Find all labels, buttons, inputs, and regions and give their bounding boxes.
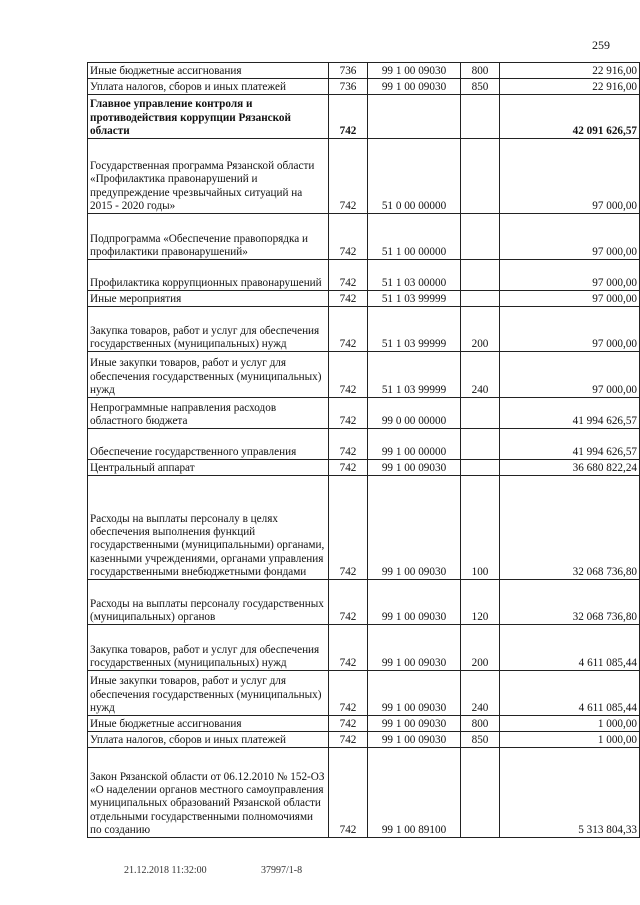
row-amount: 41 994 626,57 (500, 429, 640, 460)
row-ministry-code: 742 (329, 214, 368, 260)
row-name: Расходы на выплаты персоналу в целях обеспечения выполнения функций государственными (муниципальными) органами, казенными учреждениями, органами управления государственными внебюджетными фондами (88, 476, 329, 580)
row-expense-type (461, 460, 500, 476)
row-name: Закупка товаров, работ и услуг для обеспечения государственных (муниципальных) нужд (88, 625, 329, 671)
table-row (88, 398, 640, 429)
row-ministry-code: 742 (329, 307, 368, 352)
row-expense-type (461, 260, 500, 291)
row-expense-type: 200 (461, 307, 500, 352)
row-amount: 22 916,00 (500, 79, 640, 95)
row-target-article: 99 1 00 89100 (368, 748, 461, 838)
footer-doc-id: 37997/1-8 (261, 865, 303, 876)
row-target-article: 99 0 00 00000 (368, 398, 461, 429)
row-amount: 97 000,00 (500, 352, 640, 398)
row-name: Обеспечение государственного управления (88, 429, 329, 460)
row-target-article: 99 1 00 09030 (368, 63, 461, 79)
row-target-article: 51 1 03 99999 (368, 307, 461, 352)
row-amount: 4 611 085,44 (500, 671, 640, 716)
row-amount: 32 068 736,80 (500, 476, 640, 580)
table-row (88, 625, 640, 671)
row-expense-type (461, 748, 500, 838)
row-target-article: 99 1 00 09030 (368, 580, 461, 625)
row-expense-type (461, 95, 500, 139)
row-name: Профилактика коррупционных правонарушений (88, 260, 329, 291)
row-expense-type (461, 429, 500, 460)
row-name: Государственная программа Рязанской области «Профилактика правонарушений и предупреждение чрезвычайных ситуаций на 2015 - 2020 годы» (88, 139, 329, 214)
row-target-article: 51 0 00 00000 (368, 139, 461, 214)
row-expense-type: 850 (461, 732, 500, 748)
row-amount: 22 916,00 (500, 63, 640, 79)
row-name: Иные закупки товаров, работ и услуг для обеспечения государственных (муниципальных) нужд (88, 352, 329, 398)
row-name: Уплата налогов, сборов и иных платежей (88, 732, 329, 748)
row-name: Главное управление контроля и противодействия коррупции Рязанской области (88, 95, 329, 139)
row-expense-type (461, 139, 500, 214)
row-ministry-code: 736 (329, 63, 368, 79)
row-ministry-code: 742 (329, 625, 368, 671)
row-target-article: 51 1 00 00000 (368, 214, 461, 260)
row-ministry-code: 742 (329, 352, 368, 398)
row-target-article: 99 1 00 09030 (368, 79, 461, 95)
row-expense-type (461, 214, 500, 260)
table-row (88, 460, 640, 476)
row-target-article: 51 1 03 00000 (368, 260, 461, 291)
row-target-article: 99 1 00 09030 (368, 732, 461, 748)
row-target-article: 99 1 00 09030 (368, 625, 461, 671)
row-ministry-code: 742 (329, 460, 368, 476)
table-row (88, 429, 640, 460)
row-amount: 97 000,00 (500, 214, 640, 260)
table-row (88, 291, 640, 307)
row-amount: 32 068 736,80 (500, 580, 640, 625)
row-ministry-code: 742 (329, 748, 368, 838)
row-target-article: 99 1 00 09030 (368, 716, 461, 732)
row-ministry-code: 742 (329, 260, 368, 291)
row-name: Иные бюджетные ассигнования (88, 716, 329, 732)
row-name: Центральный аппарат (88, 460, 329, 476)
row-amount: 97 000,00 (500, 307, 640, 352)
row-expense-type: 850 (461, 79, 500, 95)
row-target-article: 51 1 03 99999 (368, 291, 461, 307)
row-name: Закон Рязанской области от 06.12.2010 № 152-ОЗ «О наделении органов местного самоуправления муниципальных образований Рязанской области отдельными государственными полномочиями по созданию (88, 748, 329, 838)
page-number: 259 (592, 38, 610, 52)
table-row (88, 716, 640, 732)
table-row (88, 580, 640, 625)
row-expense-type: 240 (461, 352, 500, 398)
table-row (88, 139, 640, 214)
row-ministry-code: 742 (329, 291, 368, 307)
row-expense-type: 120 (461, 580, 500, 625)
table-row (88, 79, 640, 95)
row-amount: 36 680 822,24 (500, 460, 640, 476)
table-row (88, 748, 640, 838)
row-name: Иные закупки товаров, работ и услуг для обеспечения государственных (муниципальных) нужд (88, 671, 329, 716)
row-name: Иные мероприятия (88, 291, 329, 307)
row-expense-type: 800 (461, 716, 500, 732)
table-row (88, 671, 640, 716)
row-name: Закупка товаров, работ и услуг для обеспечения государственных (муниципальных) нужд (88, 307, 329, 352)
table-row (88, 732, 640, 748)
row-ministry-code: 742 (329, 398, 368, 429)
budget-table (87, 62, 640, 838)
table-row (88, 307, 640, 352)
row-target-article: 51 1 03 99999 (368, 352, 461, 398)
table-row (88, 214, 640, 260)
table-row (88, 63, 640, 79)
row-ministry-code: 742 (329, 476, 368, 580)
row-expense-type (461, 291, 500, 307)
row-name: Подпрограмма «Обеспечение правопорядка и профилактики правонарушений» (88, 214, 329, 260)
row-name: Иные бюджетные ассигнования (88, 63, 329, 79)
table-row (88, 260, 640, 291)
row-amount: 1 000,00 (500, 716, 640, 732)
row-ministry-code: 742 (329, 716, 368, 732)
row-name: Непрограммные направления расходов областного бюджета (88, 398, 329, 429)
row-ministry-code: 742 (329, 671, 368, 716)
row-expense-type: 100 (461, 476, 500, 580)
row-expense-type (461, 398, 500, 429)
row-ministry-code: 742 (329, 95, 368, 139)
row-ministry-code: 742 (329, 580, 368, 625)
row-expense-type: 240 (461, 671, 500, 716)
row-expense-type: 200 (461, 625, 500, 671)
row-ministry-code: 742 (329, 732, 368, 748)
row-target-article: 99 1 00 09030 (368, 460, 461, 476)
budget-table-body (88, 63, 640, 838)
row-ministry-code: 736 (329, 79, 368, 95)
row-target-article: 99 1 00 09030 (368, 671, 461, 716)
row-amount: 4 611 085,44 (500, 625, 640, 671)
row-ministry-code: 742 (329, 429, 368, 460)
row-amount: 5 313 804,33 (500, 748, 640, 838)
row-target-article: 99 1 00 09030 (368, 476, 461, 580)
row-amount: 97 000,00 (500, 260, 640, 291)
table-row (88, 352, 640, 398)
row-name: Уплата налогов, сборов и иных платежей (88, 79, 329, 95)
row-amount: 97 000,00 (500, 139, 640, 214)
row-target-article (368, 95, 461, 139)
row-name: Расходы на выплаты персоналу государственных (муниципальных) органов (88, 580, 329, 625)
row-amount: 1 000,00 (500, 732, 640, 748)
row-target-article: 99 1 00 00000 (368, 429, 461, 460)
row-amount: 42 091 626,57 (500, 95, 640, 139)
row-amount: 97 000,00 (500, 291, 640, 307)
table-row (88, 476, 640, 580)
table-row (88, 95, 640, 139)
row-amount: 41 994 626,57 (500, 398, 640, 429)
footer-datetime: 21.12.2018 11:32:00 (124, 865, 207, 876)
row-ministry-code: 742 (329, 139, 368, 214)
row-expense-type: 800 (461, 63, 500, 79)
